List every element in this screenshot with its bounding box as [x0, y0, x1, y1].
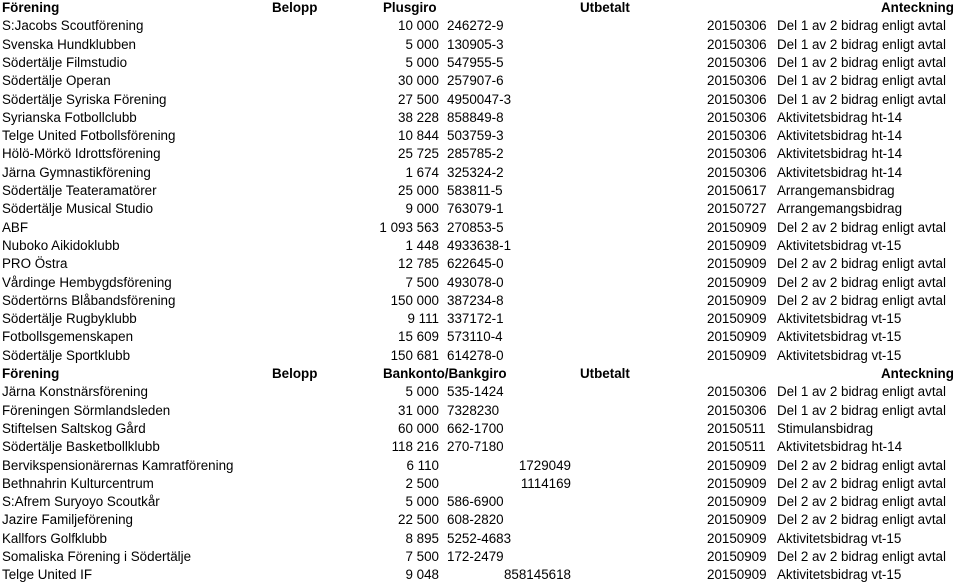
- amount-cell: 1 674: [405, 164, 439, 180]
- date-cell: 20150727: [707, 201, 767, 217]
- amount-cell: 25 000: [398, 183, 439, 198]
- org-cell: Telge United IF: [2, 567, 93, 583]
- amount-cell: 7 500: [405, 549, 439, 564]
- table-row: [0, 145, 960, 163]
- note-cell: Aktivitetsbidrag vt-15: [777, 347, 902, 363]
- table-row: [0, 475, 960, 493]
- column-header-paid: Utbetalt: [580, 0, 630, 15]
- table-row: [0, 274, 960, 292]
- amount-cell: 5 000: [405, 36, 439, 52]
- amount-cell: 9 111: [407, 311, 439, 327]
- date-cell: 20150306: [707, 146, 767, 162]
- account-cell: 4933638-1: [447, 237, 512, 253]
- table-row: [0, 182, 960, 200]
- amount-cell: 25 725: [398, 146, 439, 162]
- org-cell: Södertälje Operan: [2, 73, 111, 89]
- account-cell: 493078-0: [447, 274, 504, 290]
- org-cell: Föreningen Sörmlandsleden: [2, 402, 171, 418]
- org-cell: Bethnahrin Kulturcentrum: [2, 475, 154, 491]
- amount-cell: 150 000: [390, 292, 439, 308]
- amount-cell: 9 000: [405, 201, 439, 217]
- date-cell: 20150306: [707, 54, 767, 70]
- paid-cell: 1729049: [518, 457, 571, 473]
- table-row: [0, 438, 960, 456]
- amount-cell: 30 000: [398, 73, 439, 89]
- org-cell: Södertälje Basketbollklubb: [2, 439, 160, 455]
- table-row: [0, 200, 960, 218]
- org-cell: Jazire Familjeförening: [2, 512, 133, 528]
- org-cell: Nuboko Aikidoklubb: [2, 237, 120, 253]
- table-row: [0, 127, 960, 145]
- account-cell: 270853-5: [447, 219, 504, 235]
- amount-cell: 5 000: [405, 54, 439, 70]
- note-cell: Del 2 av 2 bidrag enligt avtal: [777, 549, 946, 564]
- note-cell: Del 1 av 2 bidrag enligt avtal: [777, 73, 946, 89]
- account-cell: 246272-9: [447, 18, 504, 34]
- table-row: [0, 109, 960, 127]
- account-cell: 325324-2: [447, 164, 504, 180]
- amount-cell: 22 500: [398, 512, 439, 528]
- paid-cell: 858145618: [503, 567, 571, 583]
- table-row: [0, 347, 960, 365]
- table-row: [0, 548, 960, 566]
- date-cell: 20150306: [707, 36, 767, 52]
- account-cell: 337172-1: [447, 311, 504, 327]
- org-cell: Vårdinge Hembygdsförening: [2, 274, 172, 290]
- amount-cell: 60 000: [398, 420, 439, 436]
- date-cell: 20150909: [707, 567, 767, 583]
- date-cell: 20150909: [707, 494, 767, 510]
- org-cell: S:Afrem Suryoyo Scoutkår: [2, 494, 160, 510]
- account-cell: 614278-0: [447, 347, 504, 363]
- date-cell: 20150306: [707, 91, 767, 107]
- column-header-note: Anteckning: [881, 366, 954, 381]
- note-cell: Stimulansbidrag: [777, 420, 874, 436]
- table-row: [0, 566, 960, 584]
- org-cell: Telge United Fotbollsförening: [2, 128, 176, 144]
- org-cell: S:Jacobs Scoutförening: [2, 18, 144, 34]
- amount-cell: 8 895: [405, 530, 439, 546]
- note-cell: Del 1 av 2 bidrag enligt avtal: [777, 384, 946, 400]
- org-cell: Hölö-Mörkö Idrottsförening: [2, 146, 161, 162]
- date-cell: 20150909: [707, 256, 767, 272]
- amount-cell: 5 000: [405, 384, 439, 400]
- account-cell: 547955-5: [447, 54, 504, 70]
- note-cell: Aktivitetsbidrag vt-15: [777, 311, 902, 327]
- date-cell: 20150909: [707, 457, 767, 473]
- note-cell: Del 2 av 2 bidrag enligt avtal: [777, 494, 946, 510]
- amount-cell: 10 844: [398, 128, 439, 144]
- date-cell: 20150909: [707, 530, 767, 546]
- note-cell: Del 1 av 2 bidrag enligt avtal: [777, 402, 946, 418]
- org-cell: Södertälje Sportklubb: [2, 347, 131, 363]
- account-cell: 608-2820: [447, 512, 504, 528]
- table-row: [0, 383, 960, 401]
- account-cell: 535-1424: [447, 384, 504, 400]
- table-row: [0, 17, 960, 35]
- table-row: [0, 292, 960, 310]
- org-cell: Järna Gymnastikförening: [2, 164, 151, 180]
- table-row: [0, 164, 960, 182]
- date-cell: 20150306: [707, 128, 767, 144]
- date-cell: 20150909: [707, 347, 767, 363]
- note-cell: Aktivitetsbidrag ht-14: [777, 146, 903, 162]
- org-cell: Södertälje Syriska Förening: [2, 91, 167, 107]
- date-cell: 20150306: [707, 384, 767, 400]
- date-cell: 20150511: [707, 420, 766, 436]
- account-cell: 4950047-3: [447, 91, 512, 107]
- date-cell: 20150306: [707, 109, 767, 125]
- note-cell: Del 1 av 2 bidrag enligt avtal: [777, 36, 946, 52]
- header-row: [0, 365, 960, 383]
- column-header-org: Förening: [2, 366, 60, 381]
- account-cell: 7328230: [447, 402, 500, 418]
- account-cell: 622645-0: [447, 256, 504, 272]
- column-header-amount: Belopp: [272, 0, 318, 15]
- account-cell: 583811-5: [447, 183, 503, 198]
- org-cell: Svenska Hundklubben: [2, 36, 136, 52]
- account-cell: 270-7180: [447, 439, 504, 455]
- amount-cell: 15 609: [398, 329, 439, 345]
- table-row: [0, 493, 960, 511]
- table-row: [0, 310, 960, 328]
- column-header-amount: Belopp: [272, 366, 318, 381]
- date-cell: 20150909: [707, 237, 767, 253]
- account-cell: 130905-3: [447, 36, 504, 52]
- org-cell: Stiftelsen Saltskog Gård: [2, 420, 146, 436]
- header-row: [0, 0, 960, 17]
- date-cell: 20150306: [707, 402, 767, 418]
- note-cell: Del 1 av 2 bidrag enligt avtal: [777, 91, 946, 107]
- account-cell: 387234-8: [447, 292, 504, 308]
- date-cell: 20150909: [707, 549, 767, 564]
- date-cell: 20150909: [707, 219, 767, 235]
- table-row: [0, 36, 960, 54]
- column-header-account: Bankonto/Bankgiro: [383, 366, 507, 381]
- org-cell: ABF: [2, 219, 29, 235]
- table-row: [0, 328, 960, 346]
- org-cell: Syrianska Fotbollclubb: [2, 109, 137, 125]
- table-row: [0, 402, 960, 420]
- note-cell: Arrangemansbidrag: [777, 183, 895, 198]
- account-cell: 763079-1: [447, 201, 504, 217]
- note-cell: Aktivitetsbidrag vt-15: [777, 567, 902, 583]
- column-header-org: Förening: [2, 0, 60, 15]
- org-cell: PRO Östra: [2, 256, 68, 272]
- table-row: [0, 457, 960, 475]
- date-cell: 20150306: [707, 164, 767, 180]
- org-cell: Fotbollsgemenskapen: [2, 329, 134, 345]
- note-cell: Arrangemangsbidrag: [777, 201, 903, 217]
- date-cell: 20150306: [707, 73, 767, 89]
- amount-cell: 1 093 563: [379, 219, 439, 235]
- org-cell: Södertälje Filmstudio: [2, 54, 128, 70]
- date-cell: 20150909: [707, 292, 767, 308]
- amount-cell: 118 216: [391, 439, 439, 455]
- note-cell: Del 1 av 2 bidrag enligt avtal: [777, 18, 946, 34]
- date-cell: 20150909: [707, 311, 767, 327]
- amount-cell: 5 000: [405, 494, 439, 510]
- note-cell: Del 2 av 2 bidrag enligt avtal: [777, 274, 946, 290]
- note-cell: Aktivitetsbidrag vt-15: [777, 530, 902, 546]
- note-cell: Del 2 av 2 bidrag enligt avtal: [777, 256, 946, 272]
- date-cell: 20150511: [707, 439, 766, 455]
- note-cell: Aktivitetsbidrag ht-14: [777, 164, 903, 180]
- org-cell: Järna Konstnärsförening: [2, 384, 148, 400]
- account-cell: 5252-4683: [447, 530, 512, 546]
- table-row: [0, 530, 960, 548]
- amount-cell: 10 000: [398, 18, 439, 34]
- date-cell: 20150909: [707, 329, 767, 345]
- note-cell: Aktivitetsbidrag ht-14: [777, 439, 903, 455]
- note-cell: Aktivitetsbidrag ht-14: [777, 109, 903, 125]
- note-cell: Aktivitetsbidrag vt-15: [777, 329, 902, 345]
- account-cell: 573110-4: [447, 329, 503, 345]
- column-header-note: Anteckning: [881, 0, 954, 15]
- note-cell: Del 1 av 2 bidrag enligt avtal: [777, 54, 946, 70]
- org-cell: Södertälje Musical Studio: [2, 201, 154, 217]
- org-cell: Södertälje Teateramatörer: [2, 183, 157, 198]
- org-cell: Somaliska Förening i Södertälje: [2, 549, 192, 564]
- account-cell: 257907-6: [447, 73, 504, 89]
- note-cell: Aktivitetsbidrag vt-15: [777, 237, 902, 253]
- amount-cell: 9 048: [405, 567, 439, 583]
- amount-cell: 2 500: [405, 475, 439, 491]
- amount-cell: 12 785: [398, 256, 439, 272]
- amount-cell: 1 448: [405, 237, 439, 253]
- table-row: [0, 54, 960, 72]
- amount-cell: 31 000: [398, 402, 439, 418]
- amount-cell: 150 681: [390, 347, 439, 363]
- note-cell: Del 2 av 2 bidrag enligt avtal: [777, 475, 946, 491]
- amount-cell: 7 500: [405, 274, 439, 290]
- account-cell: 858849-8: [447, 109, 504, 125]
- amount-cell: 27 500: [398, 91, 439, 107]
- note-cell: Aktivitetsbidrag ht-14: [777, 128, 903, 144]
- column-header-account: Plusgiro: [383, 0, 437, 15]
- amount-cell: 6 110: [406, 457, 439, 473]
- account-cell: 172-2479: [447, 549, 504, 564]
- account-cell: 503759-3: [447, 128, 504, 144]
- note-cell: Del 2 av 2 bidrag enligt avtal: [777, 512, 946, 528]
- org-cell: Kallfors Golfklubb: [2, 530, 107, 546]
- table-row: [0, 237, 960, 255]
- account-cell: 586-6900: [447, 494, 504, 510]
- account-cell: 662-1700: [447, 420, 504, 436]
- account-cell: 285785-2: [447, 146, 504, 162]
- date-cell: 20150909: [707, 512, 767, 528]
- amount-cell: 38 228: [398, 109, 439, 125]
- org-cell: Bervikspensionärernas Kamratförening: [2, 457, 234, 473]
- note-cell: Del 2 av 2 bidrag enligt avtal: [777, 292, 946, 308]
- org-cell: Södertörns Blåbandsförening: [2, 292, 176, 308]
- date-cell: 20150909: [707, 274, 767, 290]
- paid-cell: 1114169: [520, 475, 571, 491]
- date-cell: 20150909: [707, 475, 767, 491]
- note-cell: Del 2 av 2 bidrag enligt avtal: [777, 457, 946, 473]
- table-row: [0, 255, 960, 273]
- date-cell: 20150306: [707, 18, 767, 34]
- table-row: [0, 219, 960, 237]
- table-row: [0, 91, 960, 109]
- table-row: [0, 72, 960, 90]
- column-header-paid: Utbetalt: [580, 366, 630, 381]
- note-cell: Del 2 av 2 bidrag enligt avtal: [777, 219, 946, 235]
- org-cell: Södertälje Rugbyklubb: [2, 311, 137, 327]
- date-cell: 20150617: [707, 183, 767, 198]
- table-row: [0, 420, 960, 438]
- table-row: [0, 511, 960, 529]
